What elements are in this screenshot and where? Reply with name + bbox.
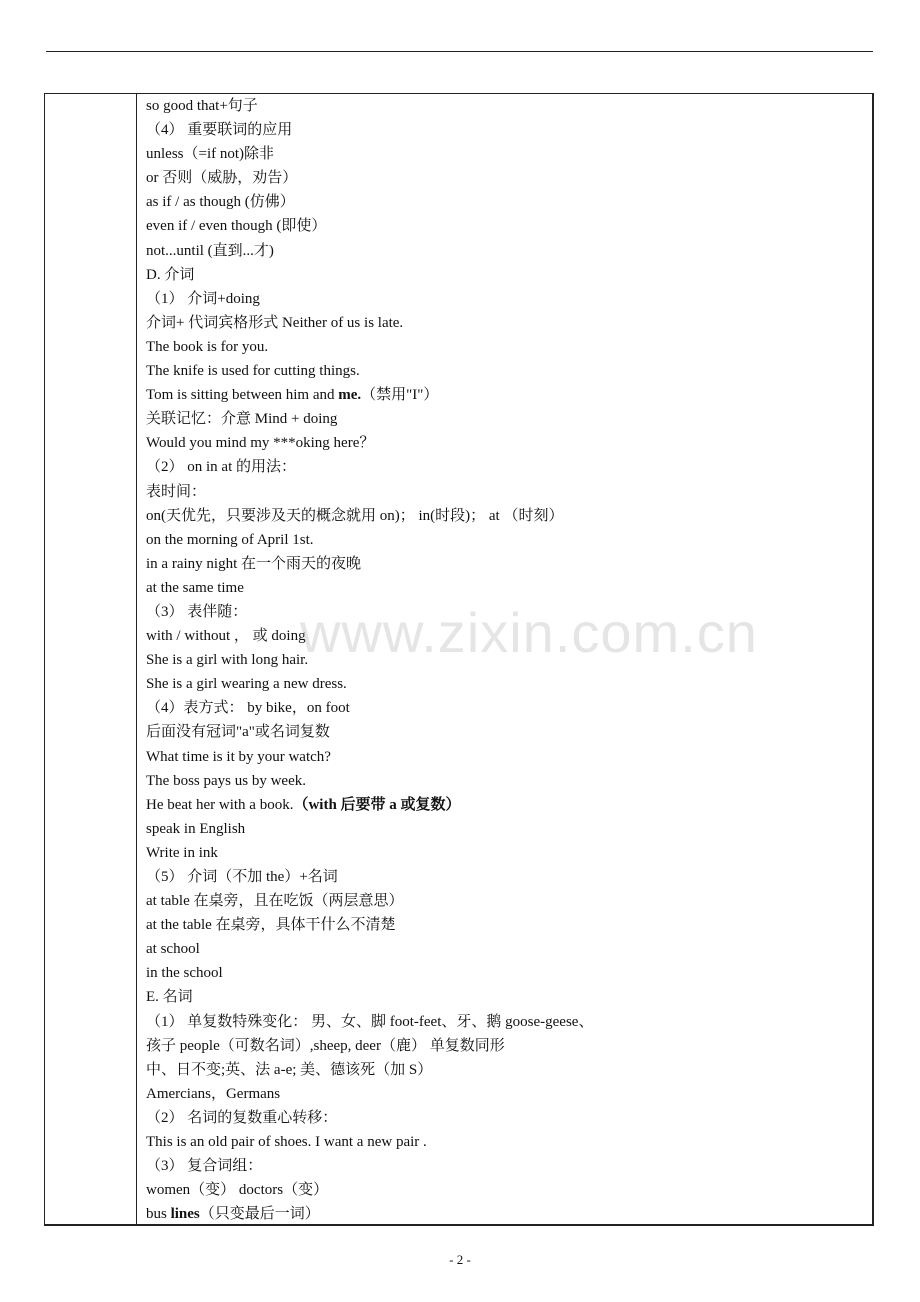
text-line: at table 在桌旁，且在吃饭（两层意思） <box>146 893 404 910</box>
text-line: （5） 介词（不加 the）+名词 <box>146 869 338 885</box>
text-line: in a rainy night 在一个雨天的夜晚 <box>146 555 361 572</box>
text-line: Write in ink <box>146 844 218 861</box>
text-line: with / without ， 或 doing <box>146 628 306 645</box>
text-line: on the morning of April 1st. <box>146 531 314 548</box>
watermark: www.zixin.com.cn <box>300 601 758 664</box>
text-line: 中、日不变;英、法 a-e; 美、德该死（加 S） <box>146 1061 433 1078</box>
text-span: （只变最后一词） <box>199 1206 320 1223</box>
text-line: （4） 重要联词的应用 <box>146 122 293 139</box>
text-line: at school <box>146 941 200 958</box>
text-line: women（变） doctors（变） <box>146 1182 329 1199</box>
text-line: （3） 表伴随： <box>146 603 248 620</box>
text-line: （4）表方式： by bike，on foot <box>146 700 350 717</box>
text-line: even if / even though (即使） <box>146 218 327 235</box>
column-divider <box>136 93 137 1226</box>
text-line: She is a girl with long hair. <box>146 652 309 669</box>
text-line: The book is for you. <box>146 338 269 355</box>
text-line: unless（=if not)除非 <box>146 146 275 163</box>
page-number: - 2 - <box>449 1252 471 1267</box>
header-rule <box>46 51 873 52</box>
text-line-rich <box>146 793 866 817</box>
text-line: speak in English <box>146 820 246 837</box>
text-span: Tom is sitting between him and <box>146 387 339 404</box>
text-span: （禁用"I"） <box>361 387 439 404</box>
text-line-rich <box>146 383 866 407</box>
text-line: The knife is used for cutting things. <box>146 363 360 380</box>
text-line: （1） 单复数特殊变化： 男、女、脚 foot-feet、牙、鹅 goose-geese、 <box>146 1013 594 1030</box>
text-line: What time is it by your watch? <box>146 748 331 765</box>
text-line: （3） 复合词组： <box>146 1158 263 1175</box>
text-line: at the table 在桌旁，具体干什么不清楚 <box>146 917 396 934</box>
text-line: The boss pays us by week. <box>146 772 306 789</box>
text-span: bus <box>146 1206 171 1223</box>
text-line: 关联记忆：介意 Mind + doing <box>146 411 338 428</box>
text-line: so good that+句子 <box>146 98 258 114</box>
text-line: Would you mind my ***oking here？ <box>146 435 375 452</box>
bold-span: me. <box>338 387 362 404</box>
section-heading: D. 介词 <box>146 266 195 283</box>
text-line: in the school <box>146 965 223 982</box>
text-line: 表时间： <box>146 483 207 500</box>
text-line: on(天优先，只要涉及天的概念就用 on)； in(时段)； at （时刻） <box>146 507 564 524</box>
text-line: at the same time <box>146 579 244 596</box>
bold-span: （with 后要带 a 或复数） <box>293 796 461 813</box>
text-line: 介词+ 代词宾格形式 Neither of us is late. <box>146 314 404 331</box>
text-line: （1） 介词+doing <box>146 290 260 307</box>
text-line: or 否则（威胁，劝告） <box>146 170 298 187</box>
text-line: She is a girl wearing a new dress. <box>146 676 347 693</box>
text-line: 孩子 people（可数名词）,sheep, deer（鹿） 单复数同形 <box>146 1037 505 1054</box>
text-line: （2） on in at 的用法： <box>146 459 296 476</box>
text-line: not...until (直到...才) <box>146 242 274 259</box>
text-line: This is an old pair of shoes. I want a new pair . <box>146 1134 427 1151</box>
text-line: 后面没有冠词"a"或名词复数 <box>146 724 330 741</box>
text-line: Amercians，Germans <box>146 1085 281 1102</box>
text-span: He beat her with a book. <box>146 796 294 813</box>
bold-span: lines <box>170 1206 200 1223</box>
text-line: （2） 名词的复数重心转移： <box>146 1109 338 1126</box>
text-line: as if / as though (仿佛） <box>146 194 295 211</box>
text-line-rich <box>146 1202 866 1226</box>
notes-content <box>146 94 866 1226</box>
section-heading: E. 名词 <box>146 989 193 1006</box>
